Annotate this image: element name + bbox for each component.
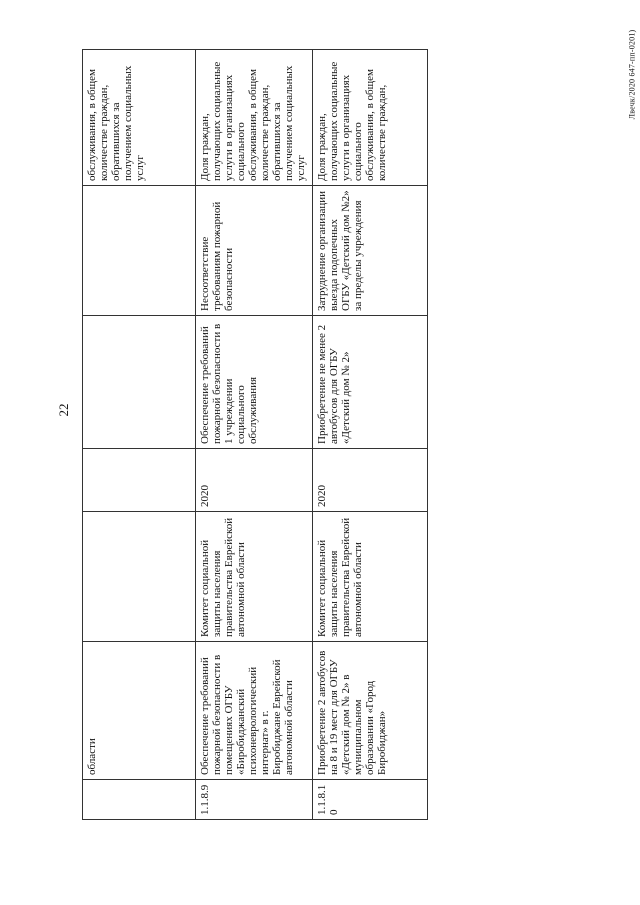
cell-number: 1.1.8.9 (196, 780, 313, 820)
rotated-table-container (82, 50, 427, 820)
cell-year: 2020 (196, 449, 313, 512)
cell-measure-name: Обеспечение требований пожарной безопасности в помещениях ОГБУ «Биробиджанский психоневрологический интернат» в г. Биробиджане Еврейской автономной области (196, 642, 313, 780)
cell-year (83, 449, 196, 512)
cell-measure-name: области (83, 642, 196, 780)
cell-number: 1.1.8.1 0 (313, 780, 428, 820)
cell-number (83, 780, 196, 820)
cell-risk: Несоответствие требованиям пожарной безопасности (196, 186, 313, 316)
page-number: 22 (56, 403, 71, 417)
cell-expected-result (83, 316, 196, 449)
table-wrapper (82, 50, 427, 820)
program-measures-table (82, 49, 428, 820)
footer-document-code: Лвечк/2020 647-пп-0201) (627, 29, 637, 120)
cell-executor: Комитет социальной защиты населения правительства Еврейской автономной области (196, 512, 313, 642)
cell-year: 2020 (313, 449, 428, 512)
cell-indicator: обслуживания, в общем количестве граждан, обратившихся за получением социальных услуг (83, 50, 196, 186)
table-row (196, 50, 313, 820)
table-row (83, 50, 196, 820)
cell-expected-result: Обеспечение требований пожарной безопасности в 1 учреждении социального обслуживания (196, 316, 313, 449)
cell-risk: Затруднение организации выезда подопечных ОГБУ «Детский дом №2» за пределы учреждения (313, 186, 428, 316)
cell-executor: Комитет социальной защиты населения правительства Еврейской автономной области (313, 512, 428, 642)
table-row (313, 50, 428, 820)
cell-expected-result: Приобретение не менее 2 автобусов для ОГБУ «Детский дом № 2» (313, 316, 428, 449)
cell-risk (83, 186, 196, 316)
cell-measure-name: Приобретение 2 автобусов на 8 и 19 мест для ОГБУ «Детский дом № 2» в муниципальном образовании «Город Биробиджан» (313, 642, 428, 780)
cell-indicator: Доля граждан, получающих социальные услуги в организациях социального обслуживания, в общем количестве граждан, обратившихся за получением социальных услуг (196, 50, 313, 186)
cell-indicator: Доля граждан, получающих социальные услуги в организациях социального обслуживания, в общем количестве граждан, (313, 50, 428, 186)
cell-executor (83, 512, 196, 642)
